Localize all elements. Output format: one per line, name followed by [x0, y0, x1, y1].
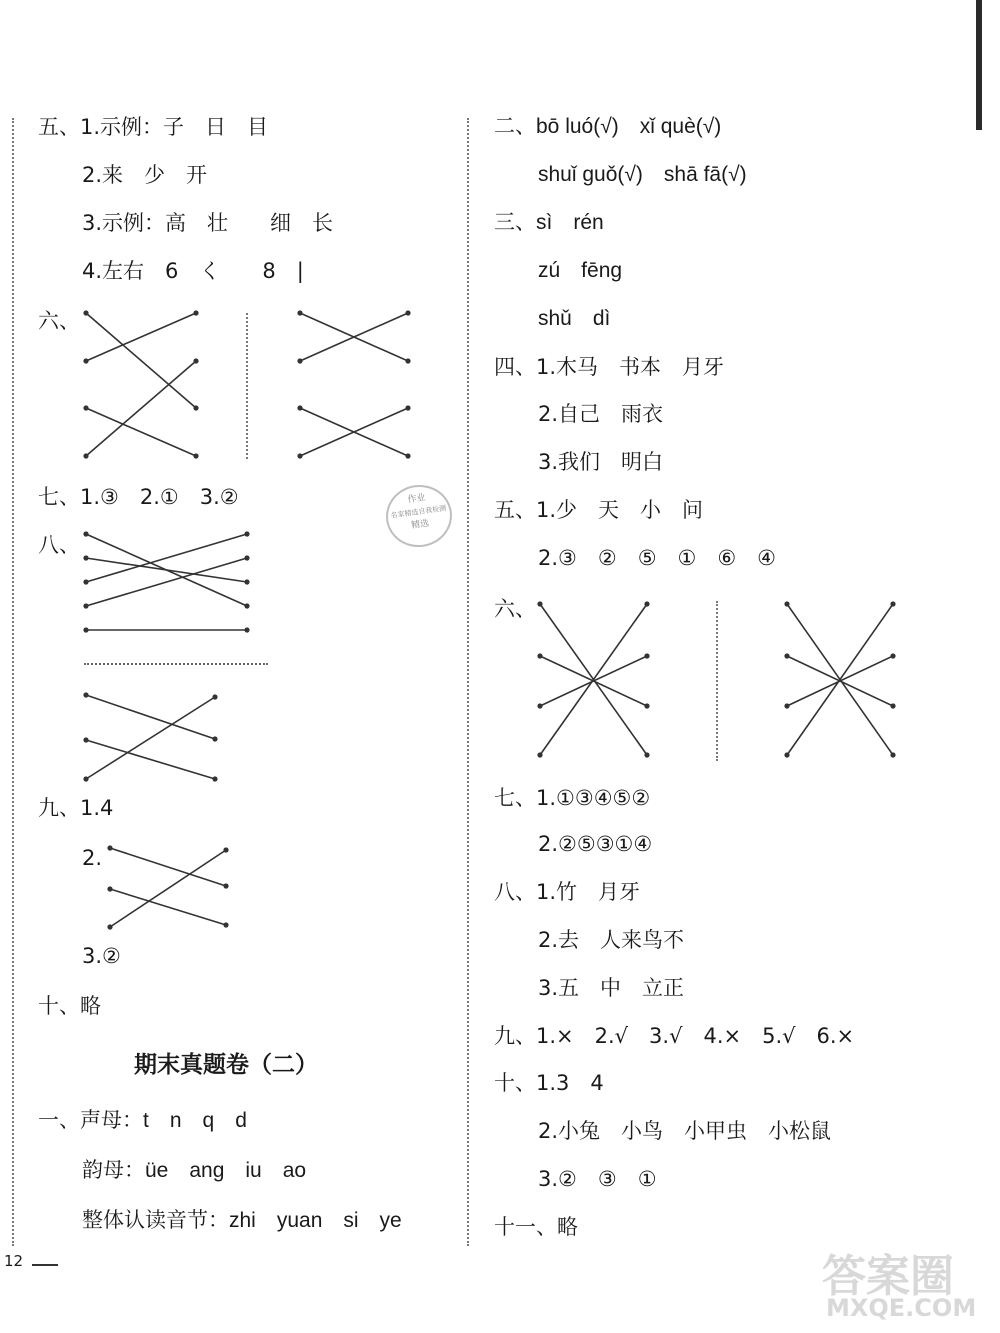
left-s9-lines — [107, 845, 228, 929]
left-s6-lines-b — [297, 310, 410, 458]
left-s6-divider — [246, 313, 248, 459]
right-s4-line2: 2.自己 雨衣 — [538, 402, 664, 426]
page-number: 12 — [4, 1252, 24, 1270]
right-s9: 九、1.× 2.√ 3.√ 4.× 5.√ 6.× — [494, 1024, 855, 1048]
right-s10-line3: 3.② ③ ① — [538, 1167, 657, 1191]
left-s8-lines-a — [83, 531, 249, 632]
right-s8-line1: 八、1.竹 月牙 — [494, 880, 641, 904]
section-title: 期末真题卷（二） — [134, 1052, 318, 1078]
right-s6-lines-a — [537, 601, 649, 757]
right-s3-line1: 三、sì rén — [494, 211, 604, 234]
left-s5-line4: 4.左右 6 く 8 | — [82, 259, 304, 283]
left-s5-line3: 3.示例：高 壮 细 长 — [82, 211, 334, 235]
left-s9-line1: 九、1.4 — [38, 796, 114, 820]
page-number-rule — [32, 1264, 58, 1266]
right-s4-line1: 四、1.木马 书本 月牙 — [494, 355, 725, 379]
page-edge-bar — [976, 0, 982, 130]
left-s6-lines-a — [83, 310, 198, 458]
left-s5-line2: 2.来 少 开 — [82, 163, 208, 187]
left-s1-line1: 一、声母：t n q d — [38, 1109, 247, 1132]
right-s6-label: 六、 — [494, 597, 536, 621]
left-s6-label: 六、 — [38, 309, 80, 333]
stamp-line2: 名家精选自我检测 — [390, 504, 447, 520]
stamp-line1: 作业 — [407, 492, 427, 506]
left-s7: 七、1.③ 2.① 3.② — [38, 485, 239, 509]
right-s5-line2: 2.③ ② ⑤ ① ⑥ ④ — [538, 546, 776, 570]
left-s9-line2: 2. — [82, 846, 103, 870]
page-left-margin — [12, 118, 14, 1246]
homework-stamp — [382, 481, 456, 552]
watermark-url: MXQE.COM — [826, 1294, 977, 1322]
right-s2-line2: shuǐ guǒ(√) shā fā(√) — [538, 163, 747, 186]
column-divider — [467, 118, 469, 1246]
right-s3-line3: shǔ dì — [538, 307, 611, 330]
left-s1-line2: 韵母：üe ang iu ao — [82, 1159, 307, 1182]
left-s8-label: 八、 — [38, 533, 80, 557]
left-s9-line3: 3.② — [82, 944, 121, 968]
right-s4-line3: 3.我们 明白 — [538, 450, 664, 474]
left-s10: 十、略 — [38, 994, 101, 1018]
right-s2-line1: 二、bō luó(√) xǐ què(√) — [494, 115, 722, 138]
left-s8-divider — [84, 663, 268, 665]
right-s6-divider — [716, 601, 718, 761]
right-s6-lines-b — [784, 601, 895, 757]
right-s3-line2: zú fēng — [538, 259, 623, 282]
right-s7-line1: 七、1.①③④⑤② — [494, 786, 651, 810]
right-s5-line1: 五、1.少 天 小 问 — [494, 498, 704, 522]
right-s10-line1: 十、1.3 4 — [494, 1071, 604, 1095]
right-s7-line2: 2.②⑤③①④ — [538, 832, 653, 856]
left-s1-line3: 整体认读音节：zhi yuan si ye — [82, 1209, 402, 1232]
right-s8-line3: 3.五 中 立正 — [538, 976, 685, 1000]
left-s8-lines-b — [83, 692, 217, 781]
left-s5-line1: 五、1.示例：子 日 目 — [38, 115, 269, 139]
stamp-line3: 精选 — [410, 518, 430, 532]
right-s8-line2: 2.去 人来鸟不 — [538, 928, 685, 952]
watermark-logo: 答案圈 — [822, 1251, 954, 1302]
right-s10-line2: 2.小兔 小鸟 小甲虫 小松鼠 — [538, 1119, 832, 1143]
right-s11: 十一、略 — [494, 1215, 578, 1239]
